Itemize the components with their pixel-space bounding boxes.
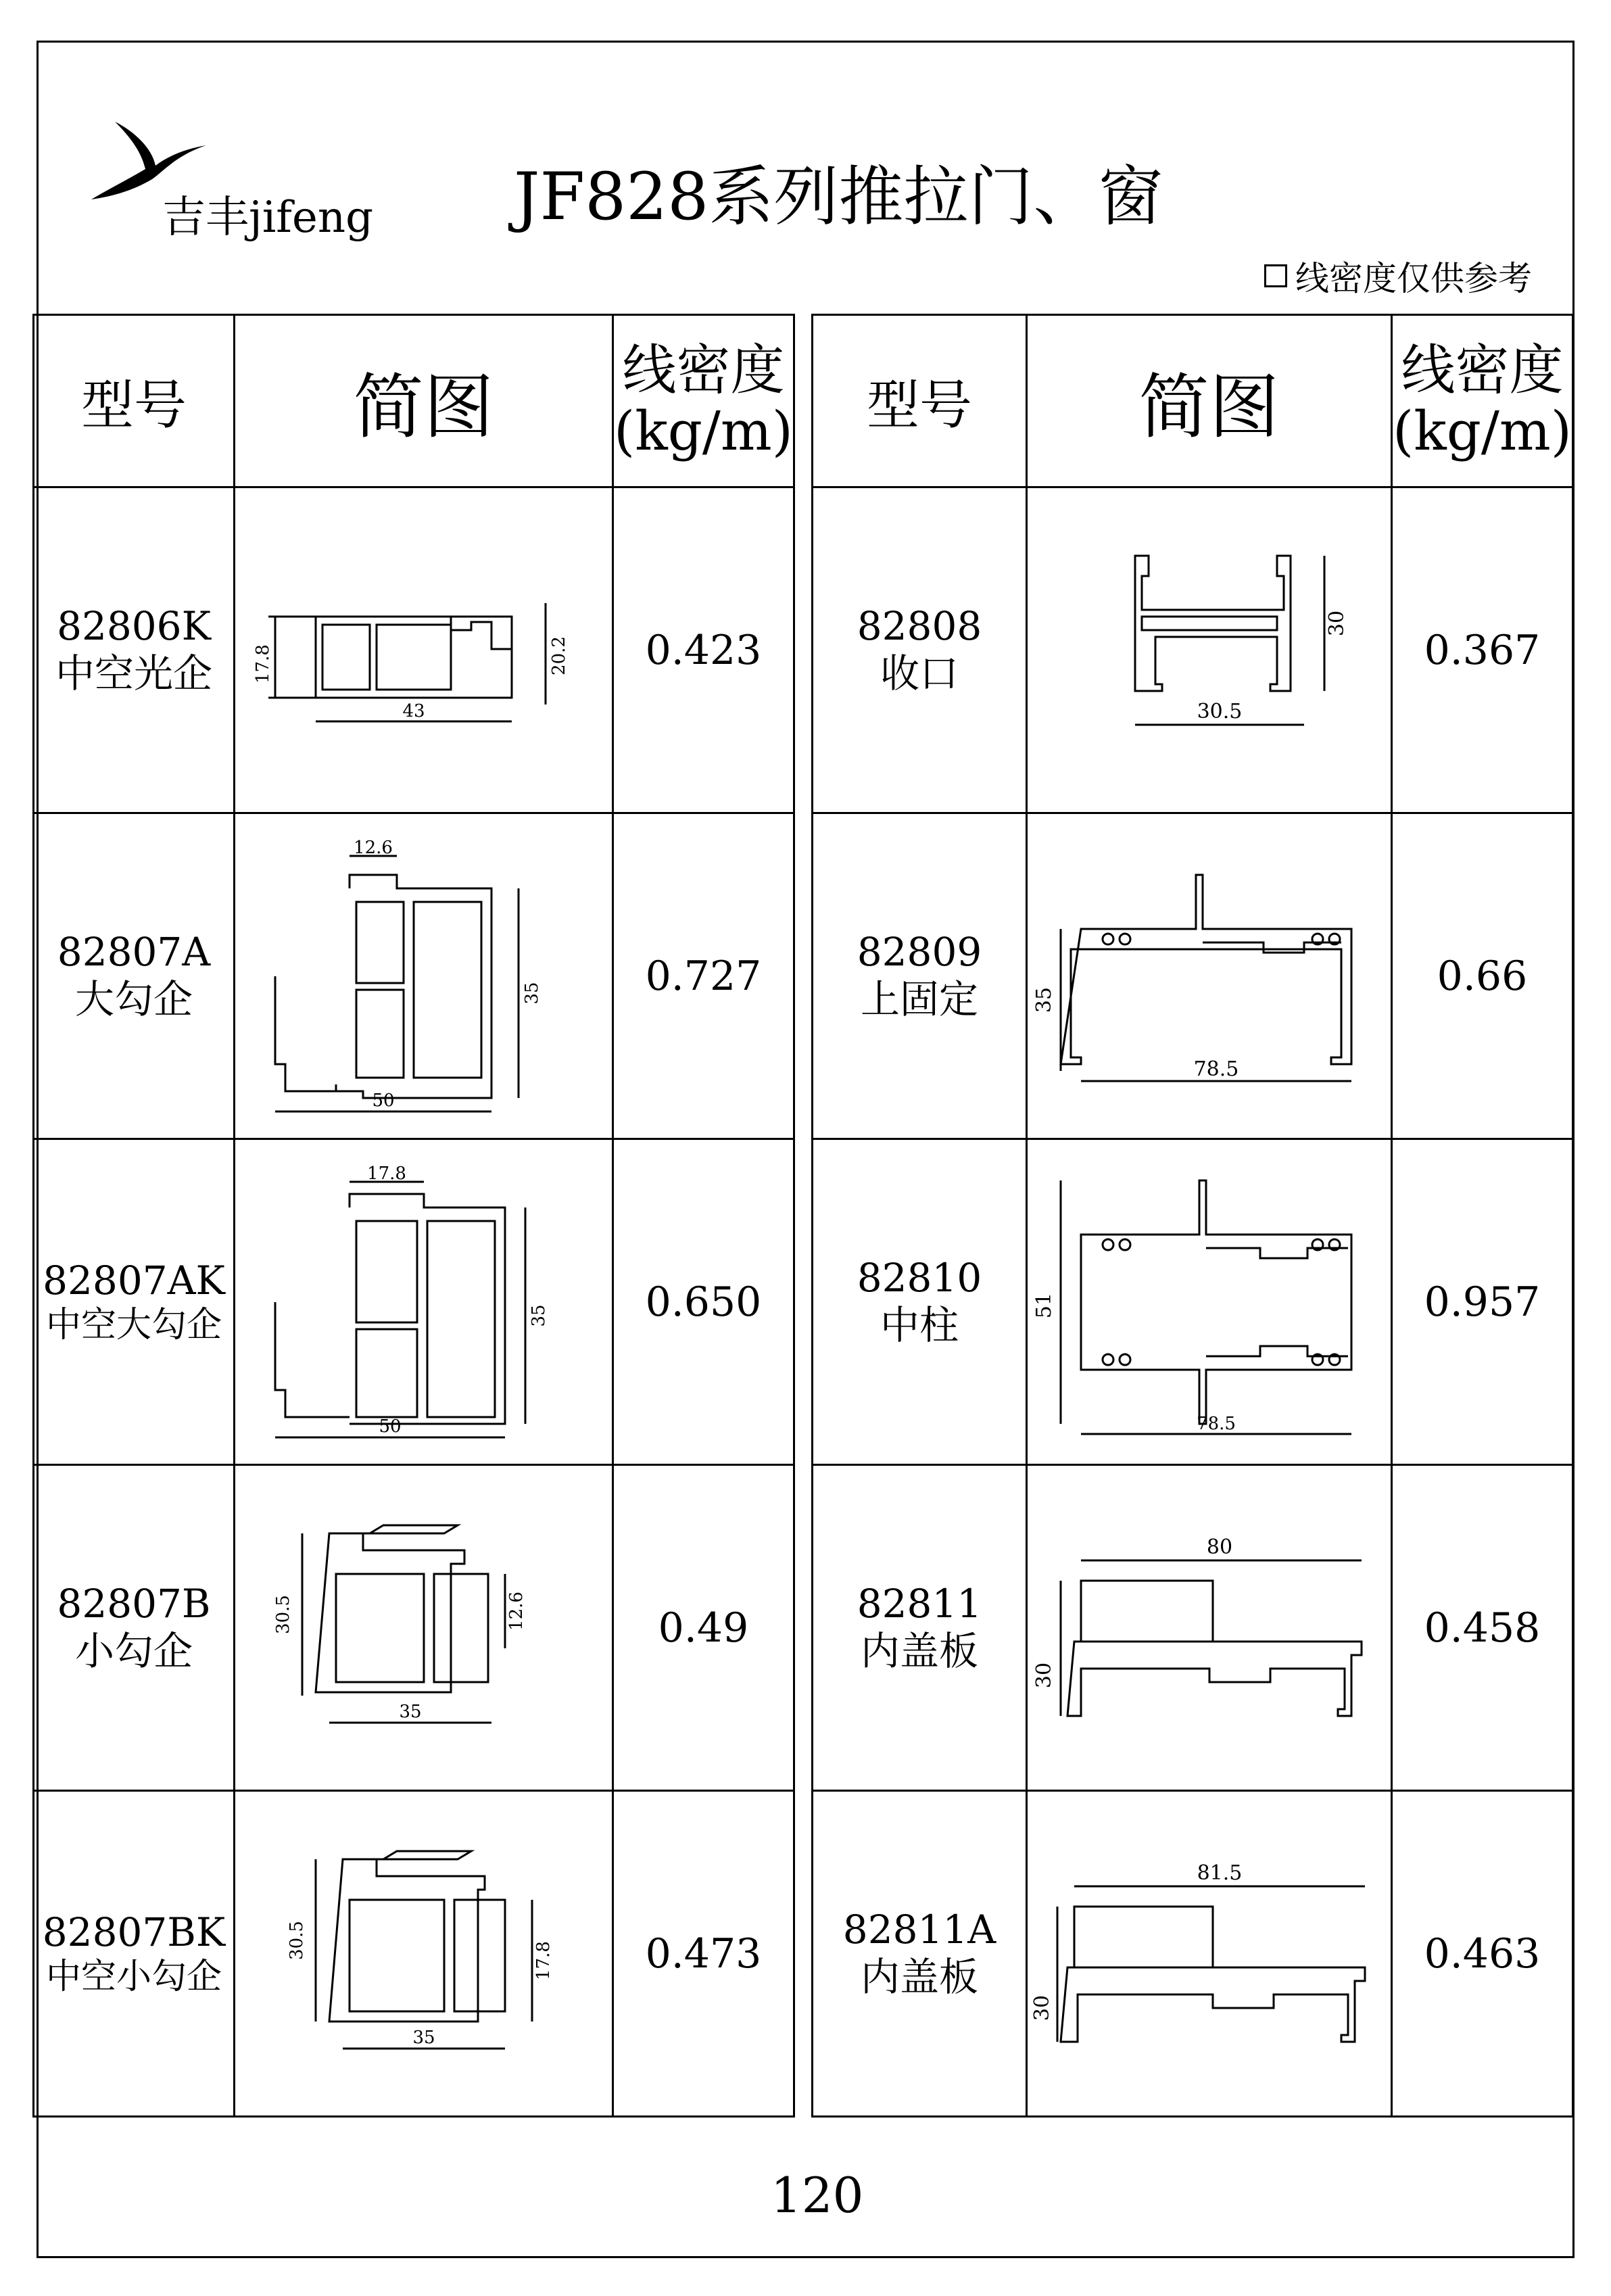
model-name: 收口	[880, 650, 959, 696]
note-text: 线密度仅供参考	[1295, 259, 1532, 298]
sketch-cell	[235, 1139, 613, 1465]
table-header-row	[34, 315, 794, 487]
density-value: 0.66	[1392, 813, 1573, 1139]
density-value: 0.463	[1392, 1791, 1573, 2117]
model-cell	[813, 487, 1027, 813]
model-name: 内盖板	[860, 1627, 978, 1674]
page-title: JF828系列推拉门、窗	[514, 159, 1163, 235]
model-code: 82811A	[842, 1906, 996, 1953]
profile-drawing-82807BK	[248, 1825, 600, 2082]
header-density-label: 线密度	[1401, 339, 1564, 402]
table-row	[34, 487, 794, 813]
header-model: 型号	[813, 315, 1027, 487]
profile-drawing-82810	[1034, 1160, 1385, 1444]
model-cell	[813, 1139, 1027, 1465]
dim-label: 51	[1032, 1292, 1056, 1318]
model-code: 82810	[857, 1254, 982, 1301]
dim-label: 50	[378, 1416, 402, 1437]
density-value: 0.727	[613, 813, 794, 1139]
dim-label: 17.8	[366, 1163, 406, 1184]
header-density-unit: (kg/m)	[614, 400, 793, 462]
sketch-cell	[235, 813, 613, 1139]
table-row	[34, 1791, 794, 2117]
dim-label: 35	[528, 1304, 549, 1327]
model-code: 82807A	[57, 928, 211, 975]
reference-note	[1264, 252, 1532, 300]
logo-text: 吉丰jifeng	[162, 193, 374, 243]
profile-drawing-82808	[1040, 535, 1378, 765]
density-value: 0.957	[1392, 1139, 1573, 1465]
dim-label: 78.5	[1193, 1057, 1239, 1081]
dim-label: 12.6	[353, 837, 393, 858]
profile-drawing-82807AK	[248, 1160, 600, 1444]
model-cell	[34, 487, 235, 813]
model-code: 82807BK	[42, 1909, 226, 1955]
model-name: 上固定	[860, 976, 978, 1022]
dim-label: 30.5	[1197, 699, 1242, 723]
sketch-cell	[235, 487, 613, 813]
model-cell	[813, 1791, 1027, 2117]
model-name: 中柱	[880, 1301, 959, 1348]
dim-label: 35	[398, 1701, 422, 1722]
dim-label: 35	[412, 2027, 435, 2048]
table-row	[34, 1139, 794, 1465]
table-row	[34, 813, 794, 1139]
profile-drawing-82806K	[248, 563, 600, 738]
model-cell	[34, 1139, 235, 1465]
dim-label: 80	[1206, 1535, 1232, 1559]
dim-label: 43	[402, 700, 425, 721]
company-logo	[88, 115, 399, 243]
density-value: 0.458	[1392, 1465, 1573, 1791]
page-number: 120	[771, 2167, 864, 2224]
sketch-cell	[1027, 813, 1392, 1139]
model-code: 82807AK	[43, 1257, 225, 1304]
dim-label: 30.5	[286, 1920, 307, 1960]
model-code: 82807B	[57, 1580, 211, 1627]
profile-drawing-82811A	[1030, 1852, 1385, 2055]
model-name: 内盖板	[860, 1953, 978, 2000]
model-name: 小勾企	[74, 1627, 193, 1674]
profile-drawing-82809	[1034, 855, 1385, 1098]
profile-drawing-82811	[1034, 1527, 1385, 1729]
dim-label: 30	[1324, 610, 1349, 636]
dim-label: 30.5	[272, 1594, 293, 1634]
density-value: 0.650	[613, 1139, 794, 1465]
table-row	[813, 813, 1573, 1139]
header-sketch: 简图	[235, 315, 613, 487]
table-row	[813, 1791, 1573, 2117]
model-cell	[34, 813, 235, 1139]
sketch-cell	[235, 1791, 613, 2117]
dim-label: 20.2	[548, 636, 569, 675]
model-code: 82806K	[57, 602, 211, 649]
model-code: 82809	[857, 928, 982, 975]
sketch-cell	[1027, 1791, 1392, 2117]
profile-drawing-82807A	[248, 834, 600, 1118]
checkbox-square-icon	[1264, 264, 1287, 287]
model-cell	[813, 1465, 1027, 1791]
header-density-unit: (kg/m)	[1393, 400, 1572, 462]
header-model: 型号	[34, 315, 235, 487]
dim-label: 17.8	[252, 644, 273, 684]
dim-label: 50	[371, 1090, 395, 1111]
table-row	[34, 1465, 794, 1791]
dim-label: 30	[1032, 1662, 1056, 1688]
profile-drawing-82807B	[248, 1500, 600, 1756]
dim-label: 30	[1030, 1994, 1054, 2021]
sketch-cell	[1027, 487, 1392, 813]
table-row	[813, 487, 1573, 813]
left-profile-table	[32, 314, 795, 2118]
header-density-label: 线密度	[622, 339, 785, 402]
dim-label: 35	[521, 981, 542, 1005]
sketch-cell	[235, 1465, 613, 1791]
model-cell	[34, 1465, 235, 1791]
dim-label: 81.5	[1197, 1861, 1242, 1885]
model-cell	[34, 1791, 235, 2117]
sketch-cell	[1027, 1465, 1392, 1791]
sketch-cell	[1027, 1139, 1392, 1465]
model-code: 82808	[857, 602, 982, 649]
model-name: 大勾企	[74, 976, 193, 1022]
density-value: 0.49	[613, 1465, 794, 1791]
density-value: 0.423	[613, 487, 794, 813]
header-density	[613, 315, 794, 487]
table-row	[813, 1139, 1573, 1465]
header-density	[1392, 315, 1573, 487]
table-row	[813, 1465, 1573, 1791]
model-name: 中空大勾企	[45, 1305, 222, 1346]
model-name: 中空小勾企	[45, 1957, 222, 1998]
density-value: 0.367	[1392, 487, 1573, 813]
right-profile-table	[811, 314, 1574, 2118]
header-sketch: 简图	[1027, 315, 1392, 487]
model-code: 82811	[857, 1580, 982, 1627]
dim-label: 12.6	[506, 1591, 527, 1631]
dim-label: 78.5	[1196, 1413, 1236, 1434]
table-header-row	[813, 315, 1573, 487]
model-name: 中空光企	[55, 650, 212, 696]
dim-label: 35	[1032, 986, 1056, 1013]
density-value: 0.473	[613, 1791, 794, 2117]
dim-label: 17.8	[533, 1940, 554, 1980]
model-cell	[813, 813, 1027, 1139]
